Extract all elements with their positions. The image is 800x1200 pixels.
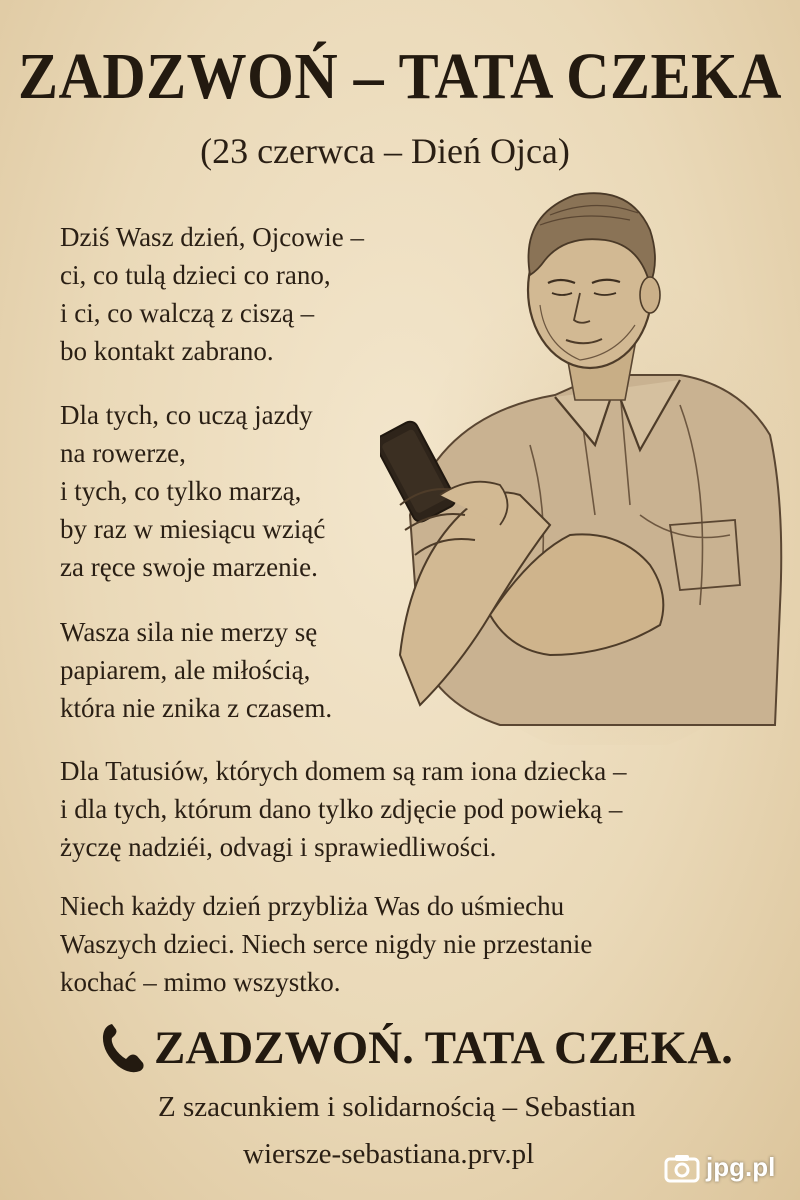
poem-line: ci, co tulą dzieci co rano, — [60, 260, 331, 290]
poem-line: bo kontakt zabrano. — [60, 336, 274, 366]
poem-line: Waszych dzieci. Niech serce nigdy nie przestanie — [60, 929, 593, 959]
poem-line: Dla tych, co uczą jazdy — [60, 400, 313, 430]
poem-stanza-4 — [60, 752, 626, 866]
poem-line: i ci, co walczą z ciszą – — [60, 298, 315, 328]
watermark — [664, 1152, 775, 1183]
phone-icon — [100, 1022, 146, 1074]
watermark-label: jpg.pl — [706, 1152, 776, 1182]
poem-stanza-2 — [60, 396, 325, 586]
poem-stanza-1 — [60, 218, 364, 370]
poem-line: Dziś Wasz dzień, Ojcowie – — [60, 222, 364, 252]
cta-label: ZADZWOŃ. TATA CZEKA. — [154, 1021, 733, 1074]
poem-line: kochać – mimo wszystko. — [60, 967, 341, 997]
page-title: ZADZWOŃ – TATA CZEKA — [17, 39, 782, 113]
poem-stanza-5 — [60, 887, 592, 1001]
poem-line: za ręce swoje marzenie. — [60, 552, 318, 582]
poem-line: Dla Tatusiów, których domem są ram iona dziecka – — [60, 756, 627, 786]
camera-icon — [664, 1153, 700, 1183]
signature: Z szacunkiem i solidarnością – Sebastian — [158, 1091, 636, 1123]
poem-line: by raz w miesiącu wziąć — [60, 514, 326, 544]
poem-line: i dla tych, którum dano tylko zdjęcie pod powieką – — [60, 794, 623, 824]
poem-line: Niech każdy dzień przybliża Was do uśmiechu — [60, 891, 565, 921]
website-link[interactable]: wiersze-sebastiana.prv.pl — [243, 1138, 535, 1170]
page-subtitle: (23 czerwca – Dień Ojca) — [200, 131, 570, 171]
poem-stanza-3 — [60, 613, 332, 727]
poem-line: i tych, co tylko marzą, — [60, 476, 302, 506]
poem-line: życzę nadziéi, odvagi i sprawiedliwości. — [60, 832, 497, 862]
poem-line: Wasza sila nie merzy sę — [60, 617, 318, 647]
poem-line: która nie znika z czasem. — [60, 693, 333, 723]
poem-line: papiarem, ale miłością, — [60, 655, 311, 685]
man-with-phone-illustration — [380, 185, 790, 745]
poem-line: na rowerze, — [60, 438, 186, 468]
call-to-action — [100, 1022, 733, 1074]
